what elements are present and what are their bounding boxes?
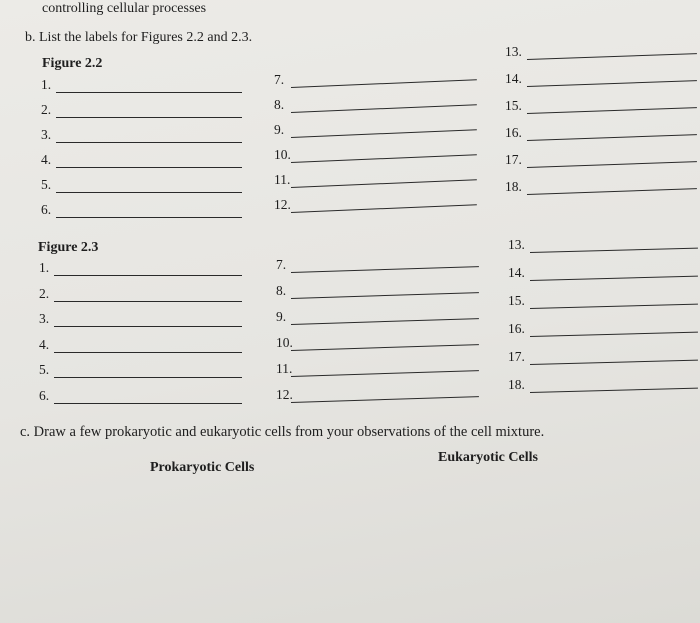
answer-blank-line[interactable] xyxy=(54,377,242,378)
figure_23-col2-label-number: 9. xyxy=(276,309,287,324)
answer-blank-line[interactable] xyxy=(530,276,698,281)
figure_23-col2-label-number: 10. xyxy=(276,335,293,350)
answer-blank-line[interactable] xyxy=(291,204,477,213)
answer-blank-line[interactable] xyxy=(527,134,697,141)
answer-blank-line[interactable] xyxy=(291,104,477,113)
eukaryotic-heading: Eukaryotic Cells xyxy=(438,450,538,465)
figure_23-col2-label-number: 11. xyxy=(276,361,293,376)
figure_22-col1-label-number: 5. xyxy=(41,177,52,192)
answer-blank-line[interactable] xyxy=(527,80,697,87)
figure-2-3-title: Figure 2.3 xyxy=(38,240,99,255)
figure_23-col2-label-number: 12. xyxy=(276,387,293,402)
figure_23-col3-label-number: 17. xyxy=(508,349,525,364)
answer-blank-line[interactable] xyxy=(291,79,477,88)
answer-blank-line[interactable] xyxy=(54,403,242,404)
figure_22-col3-label-number: 15. xyxy=(505,98,522,113)
top-text: controlling cellular processes xyxy=(42,1,207,16)
answer-blank-line[interactable] xyxy=(54,352,242,353)
answer-blank-line[interactable] xyxy=(54,301,242,302)
answer-blank-line[interactable] xyxy=(291,292,479,299)
figure_22-col3-label-number: 16. xyxy=(505,125,522,140)
answer-blank-line[interactable] xyxy=(527,188,697,195)
figure_23-col1-label-number: 6. xyxy=(39,387,50,403)
figure_22-col3-label-number: 18. xyxy=(505,179,522,194)
figure_22-col1-label-number: 3. xyxy=(41,127,52,142)
figure_23-col1-label-number: 5. xyxy=(39,362,50,377)
prokaryotic-heading: Prokaryotic Cells xyxy=(150,460,255,475)
figure_23-col1-label-number: 3. xyxy=(39,311,50,326)
figure_23-col3-label-number: 14. xyxy=(508,265,525,280)
part-b-instruction: b. List the labels for Figures 2.2 and 2.3. xyxy=(25,30,253,45)
figure_22-col1-label-number: 6. xyxy=(41,202,52,217)
answer-blank-line[interactable] xyxy=(530,332,698,337)
figure_23-col1-label-number: 2. xyxy=(39,285,50,301)
answer-blank-line[interactable] xyxy=(530,360,698,365)
answer-blank-line[interactable] xyxy=(530,248,698,253)
figure_22-col2-label-number: 8. xyxy=(274,97,285,112)
answer-blank-line[interactable] xyxy=(291,396,479,403)
figure_23-col3-label-number: 13. xyxy=(508,237,525,252)
answer-blank-line[interactable] xyxy=(291,344,479,351)
figure_22-col3-label-number: 13. xyxy=(505,44,522,59)
answer-blank-line[interactable] xyxy=(56,117,242,118)
answer-blank-line[interactable] xyxy=(54,326,242,327)
answer-blank-line[interactable] xyxy=(291,154,477,163)
answer-blank-line[interactable] xyxy=(291,266,479,273)
figure_23-col1-label-number: 1. xyxy=(39,260,50,275)
answer-blank-line[interactable] xyxy=(56,92,242,93)
answer-blank-line[interactable] xyxy=(54,275,242,276)
answer-blank-line[interactable] xyxy=(56,192,242,193)
answer-blank-line[interactable] xyxy=(527,161,697,168)
answer-blank-line[interactable] xyxy=(56,167,242,168)
figure_23-col1-label-number: 4. xyxy=(39,336,50,352)
figure_23-col2-label-number: 8. xyxy=(276,283,287,298)
answer-blank-line[interactable] xyxy=(56,217,242,218)
figure_23-col2-label-number: 7. xyxy=(276,257,287,272)
figure_22-col2-label-number: 12. xyxy=(274,197,291,212)
answer-blank-line[interactable] xyxy=(291,318,479,325)
figure_22-col1-label-number: 1. xyxy=(41,77,52,92)
part-c-instruction: c. Draw a few prokaryotic and eukaryotic cells from your observations of the cell mixture. xyxy=(20,424,545,440)
answer-blank-line[interactable] xyxy=(56,142,242,143)
answer-blank-line[interactable] xyxy=(291,179,477,188)
figure_22-col1-label-number: 2. xyxy=(41,102,52,117)
answer-blank-line[interactable] xyxy=(527,53,697,60)
answer-blank-line[interactable] xyxy=(291,129,477,138)
figure_22-col3-label-number: 14. xyxy=(505,71,522,86)
figure-2-2-title: Figure 2.2 xyxy=(42,56,103,71)
figure_22-col2-label-number: 11. xyxy=(274,172,291,187)
answer-blank-line[interactable] xyxy=(530,304,698,309)
figure_23-col3-label-number: 15. xyxy=(508,293,525,308)
figure_22-col3-label-number: 17. xyxy=(505,152,522,167)
answer-blank-line[interactable] xyxy=(291,370,479,377)
figure_23-col3-label-number: 16. xyxy=(508,321,525,336)
answer-blank-line[interactable] xyxy=(530,388,698,393)
figure_22-col2-label-number: 9. xyxy=(274,122,285,137)
figure_22-col2-label-number: 7. xyxy=(274,72,285,87)
figure_22-col1-label-number: 4. xyxy=(41,152,52,167)
figure_23-col3-label-number: 18. xyxy=(508,377,525,392)
answer-blank-line[interactable] xyxy=(527,107,697,114)
figure_22-col2-label-number: 10. xyxy=(274,147,291,162)
